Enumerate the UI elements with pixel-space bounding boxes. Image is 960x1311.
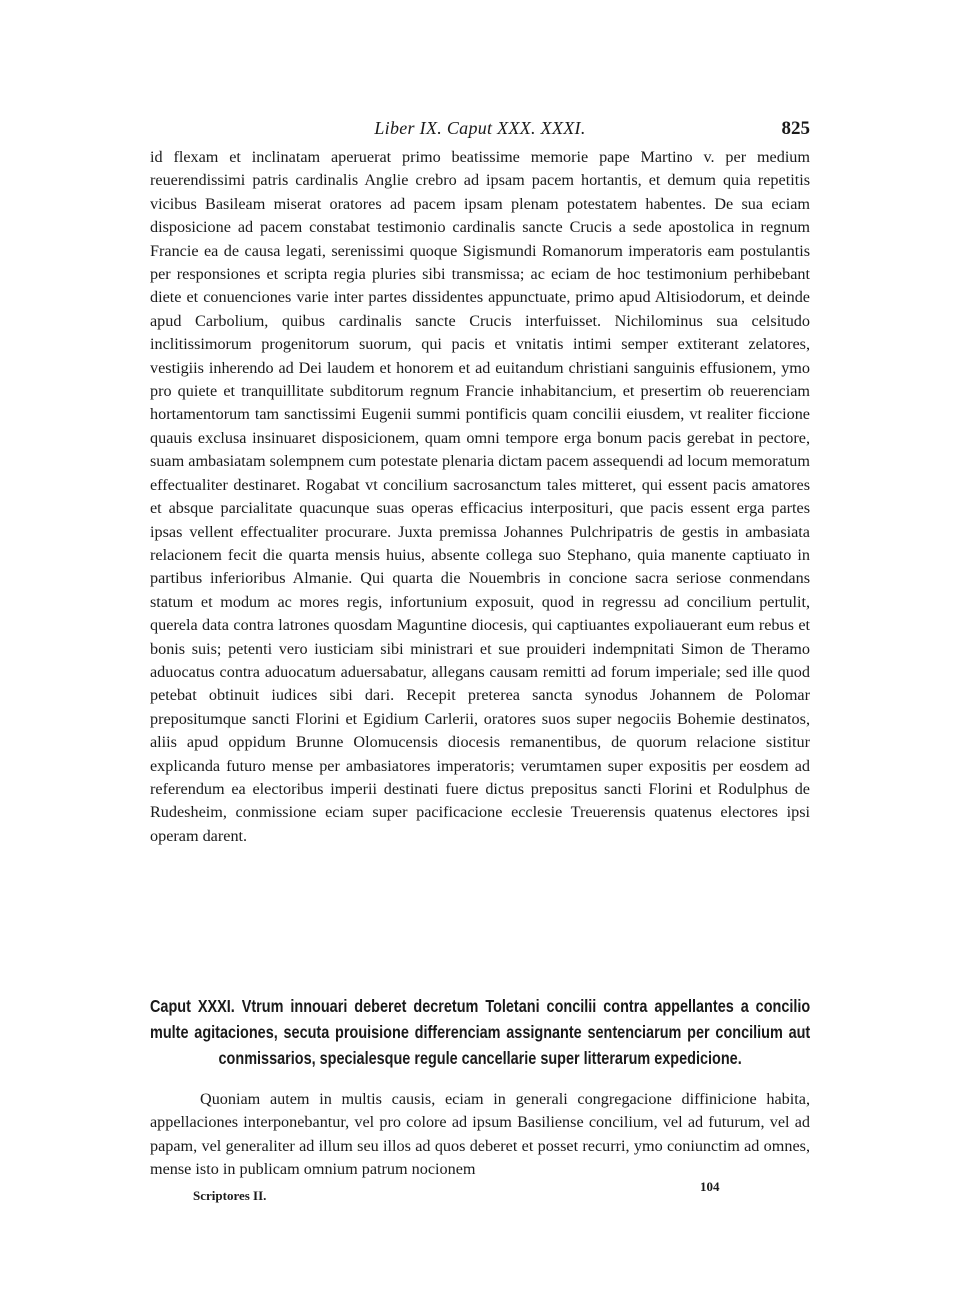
sheet-number: 104	[700, 1179, 720, 1194]
chapter-paragraph: Quoniam autem in multis causis, eciam in generali congregacione diffinicione habita, appellaciones interponebantur, vel pro colore ad ipsum Basiliense concilium, vel ad futurum, vel ad papam, vel generaliter ad illum seu illos ad quos deberet et posset recurri, ymo coniunctim ad omnes, mense isto in publicam omnium patrum nocionem	[150, 1090, 810, 1179]
page-number: 825	[781, 118, 810, 139]
signature-mark: Scriptores II.	[193, 1188, 267, 1203]
body-paragraph: id flexam et inclinatam aperuerat primo beatissime memorie pape Martino v. per medium reuerendissimi patris cardinalis Anglie crebro ad ipsam pacem hortantis, et demum quia repetitis vicibus Basileam miserat oratores ad pacem ipsam plenam potestatem habentes. De sua eciam disposicione ad pacem constabat testimonio cardinalis sancte Crucis a sede apostolica in regnum Francie ea de causa legati, serenissimi quoque Sigismundi Romanorum imperatoris eam postulantis per responsiones et scripta regia pluries sibi transmissa; ac eciam de hoc testimonium perhibebant diete et conuenciones varie inter partes dissidentes appunctuate, primo apud Altisiodorum, et deinde apud Carbolium, quibus cardinalis sancte Crucis interfuisset. Nichilominus sua celsitudo inclitissimorum progenitorum suorum, qui pacis et vnitatis intimi semper extiterant zelatores, vestigiis inherendo ad Dei laudem et honorem et ad euitandum christiani sanguinis effusionem, ymo pro quiete et tranquillitate subditorum regnum Francie inhabitancium, et presertim ob reuerenciam hortamentorum tam sanctissimi Eugenii summi pontificis quam concilii eiusdem, vt realiter ficcione quauis exclusa insinuaret disposicionem, quam omni tempore erga bonum pacis gerebat in pectore, suam ambasiatam solempnem cum potestate plenaria dictam pacem assequendi ad locum memoratum effectualiter destinaret. Rogabat vt concilium sacrosanctum tales mitteret, qui essent pacis amatores et absque parcialitate quacunque suas operas efficacius interposituri, que pacis essent erga partes ipsas vellent effectualiter procurare. Juxta premissa Johannes Pulchripatris de gestis in ambasiata relacionem fecit die quarta mensis huius, absente collega suo Stephano, quia manente captiuato in partibus inferioribus Almanie. Qui quarta die Nouembris in concione sacra seriose conmendans statum et modum ac mores regis, infortunium exposuit, quod in regressu ad concilium pertulit, querela data contra latrones quosdam Maguntine diocesis, qui captiuantes expoliauerant eum rebus et bonis suis; petenti vero iusticiam sibi ministrari et sue prouideri indempnitati Simon de Theramo aduocatus contra aduocatum aduersabatur, allegans causam remitti ad forum imperiale; sed ille quod petebat obtinuit iudices sibi dari. Recepit preterea sancta synodus Johannem de Polomar prepositumque sancti Florini et Egidium Carlerii, oratores suos super negociis Bohemie destinatos, aliis apud oppidum Brunne Olomucensis diocesis remanentibus, de quorum relacione sistitur explicanda futuro mense per ambasiatores imperatoris; verumtamen super expositis per eosdem ad referendum ea electoribus imperii destinati fuere dictus prepositus sancti Florini et Rodulphus de Rudesheim, conmissione eciam super pacificacione ecclesie Treuerensis quatenus electores ipsi operam darent.	[150, 148, 810, 845]
chapter-heading: Caput XXXI. Vtrum innouari deberet decretum Toletani concilii contra appellantes a concilio multe agitaciones, secuta prouisione differenciam assignante sentenciarum per concilium aut conmissarios, specialesque regule cancellarie super litterarum expedicione.	[150, 996, 811, 1068]
running-title: Liber IX. Caput XXX. XXXI.	[374, 118, 586, 138]
running-head	[150, 118, 810, 142]
